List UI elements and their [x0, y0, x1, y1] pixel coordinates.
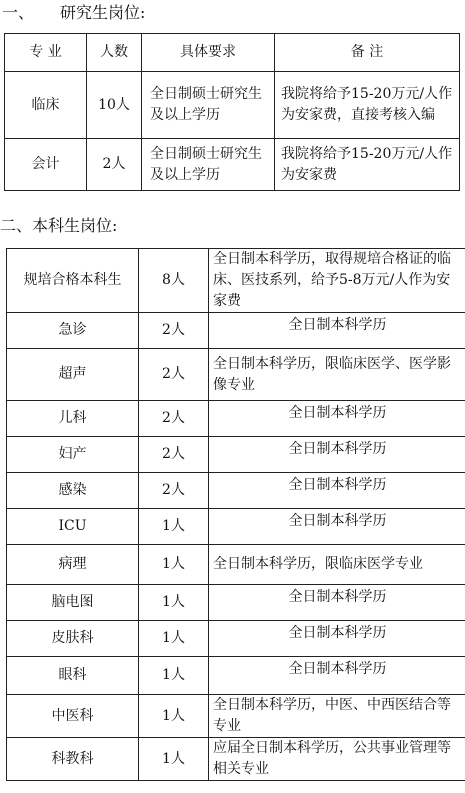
count-cell: 1人	[139, 621, 209, 657]
table-row	[7, 509, 465, 545]
note-cell: 全日制本科学历，限临床医学专业	[209, 545, 465, 585]
count-cell: 1人	[139, 585, 209, 621]
note-cell: 我院将给予15-20万元/人作为安家费	[275, 139, 460, 191]
major-cell: 病理	[7, 545, 139, 585]
count-cell: 2人	[139, 349, 209, 401]
table-row	[7, 437, 465, 473]
count-cell: 8人	[139, 249, 209, 313]
table-row	[7, 473, 465, 509]
major-cell: 脑电图	[7, 585, 139, 621]
table-row	[7, 349, 465, 401]
table-row	[7, 545, 465, 585]
count-cell: 2人	[139, 313, 209, 349]
major-cell: 会计	[5, 139, 87, 191]
note-cell: 全日制本科学历	[209, 437, 465, 473]
header-count: 人数	[87, 34, 142, 72]
major-cell: ICU	[7, 509, 139, 545]
table-header-row	[5, 34, 460, 72]
major-cell: 超声	[7, 349, 139, 401]
header-note: 备 注	[275, 34, 460, 72]
undergraduate-table	[6, 248, 465, 781]
note-cell: 全日制本科学历	[209, 585, 465, 621]
note-cell: 全日制本科学历	[209, 401, 465, 437]
count-cell: 2人	[139, 437, 209, 473]
major-cell: 妇产	[7, 437, 139, 473]
note-cell: 全日制本科学历	[209, 509, 465, 545]
table-row	[7, 621, 465, 657]
count-cell: 2人	[139, 401, 209, 437]
count-cell: 2人	[139, 473, 209, 509]
major-cell: 科教科	[7, 738, 139, 781]
count-cell: 1人	[139, 695, 209, 738]
section1-number: 一、	[2, 3, 35, 22]
count-cell: 1人	[139, 545, 209, 585]
major-cell: 急诊	[7, 313, 139, 349]
major-cell: 中医科	[7, 695, 139, 738]
table-row	[5, 72, 460, 139]
major-cell: 皮肤科	[7, 621, 139, 657]
note-cell: 我院将给予15-20万元/人作为安家费，直接考核入编	[275, 72, 460, 139]
table-row	[7, 585, 465, 621]
note-cell: 全日制本科学历	[209, 473, 465, 509]
table-row	[7, 657, 465, 695]
major-cell: 眼科	[7, 657, 139, 695]
count-cell: 1人	[139, 738, 209, 781]
major-cell: 儿科	[7, 401, 139, 437]
header-requirement: 具体要求	[142, 34, 275, 72]
requirement-cell: 全日制硕士研究生及以上学历	[142, 139, 275, 191]
major-cell: 临床	[5, 72, 87, 139]
major-cell: 感染	[7, 473, 139, 509]
note-cell: 全日制本科学历，限临床医学、医学影像专业	[209, 349, 465, 401]
note-cell: 应届全日制本科学历，公共事业管理等相关专业	[209, 738, 465, 781]
count-cell: 1人	[139, 509, 209, 545]
table-row	[7, 249, 465, 313]
count-cell: 1人	[139, 657, 209, 695]
note-cell: 全日制本科学历	[209, 621, 465, 657]
note-cell: 全日制本科学历	[209, 657, 465, 695]
section2-heading: 二、本科生岗位:	[0, 216, 118, 235]
table-row	[7, 695, 465, 738]
table-row	[7, 313, 465, 349]
postgraduate-table	[4, 33, 460, 191]
note-cell: 全日制本科学历	[209, 313, 465, 349]
note-cell: 全日制本科学历，取得规培合格证的临床、医技系列，给予5-8万元/人作为安家费	[209, 249, 465, 313]
major-cell: 规培合格本科生	[7, 249, 139, 313]
section1-heading	[2, 3, 145, 23]
table-row	[7, 401, 465, 437]
table-row	[7, 738, 465, 781]
note-cell: 全日制本科学历，中医、中西医结合等专业	[209, 695, 465, 738]
requirement-cell: 全日制硕士研究生及以上学历	[142, 72, 275, 139]
count-cell: 10人	[87, 72, 142, 139]
section1-title: 研究生岗位:	[60, 3, 146, 22]
count-cell: 2人	[87, 139, 142, 191]
table-row	[5, 139, 460, 191]
header-major: 专 业	[5, 34, 87, 72]
